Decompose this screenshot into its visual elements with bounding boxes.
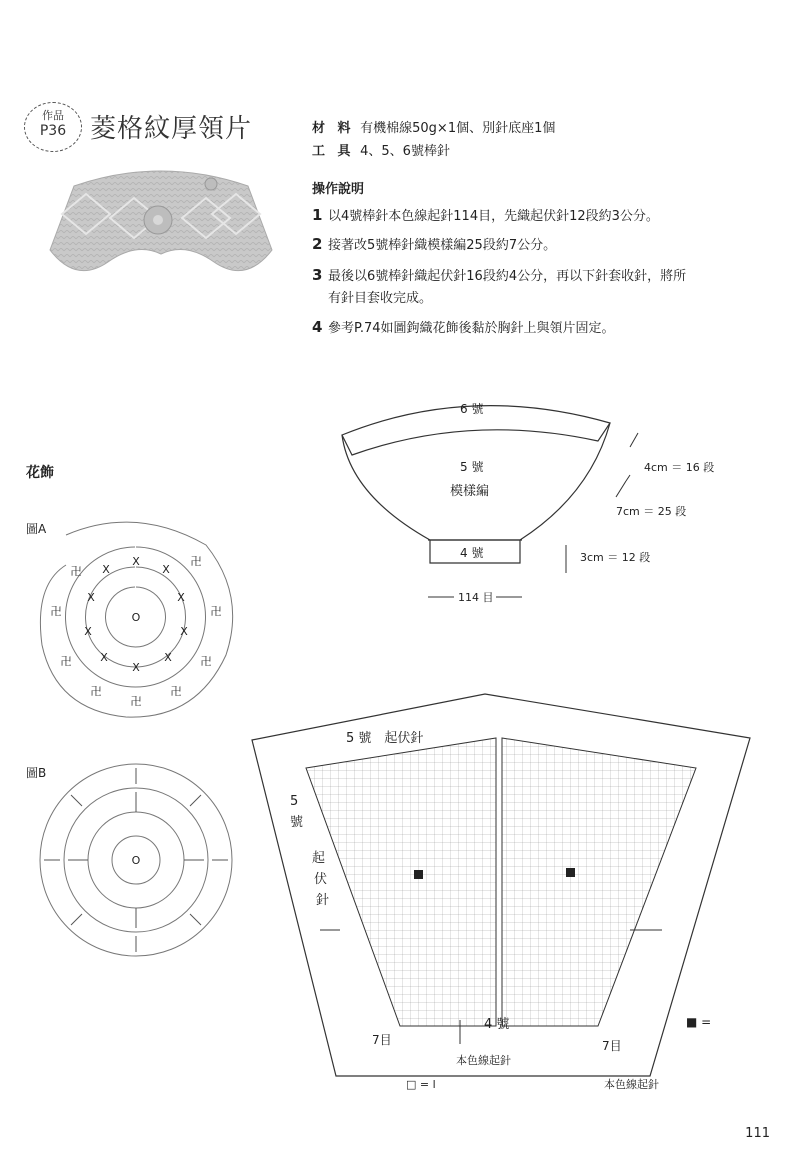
dim-mid: 7cm ＝ 25 段 <box>616 505 687 518</box>
schematic-mid-label2: 模樣編 <box>450 484 490 499</box>
svg-text:卍: 卍 <box>170 685 182 698</box>
chart-top-label: 5 號 起伏針 <box>346 731 424 746</box>
fig-a-label: 圖A <box>26 522 47 536</box>
tool-row <box>312 140 450 159</box>
badge-label: 作品 <box>42 109 64 122</box>
svg-text:卍: 卍 <box>210 605 222 618</box>
chart-side-label-1: 5 <box>290 794 299 809</box>
svg-text:X: X <box>87 591 95 604</box>
page-title: 菱格紋厚領片 <box>90 114 253 144</box>
instructions-heading: 操作說明 <box>312 182 365 197</box>
step-1 <box>312 204 659 228</box>
tool-value: 4、5、6號棒針 <box>360 144 450 159</box>
chart-left-rows: 7目 <box>372 1033 392 1047</box>
svg-text:卍: 卍 <box>60 655 72 668</box>
chart-side-label-4: 伏 <box>314 872 328 887</box>
flower-chart-b <box>36 760 246 960</box>
svg-text:X: X <box>164 651 172 664</box>
svg-text:卍: 卍 <box>190 555 202 568</box>
svg-text:X: X <box>84 625 92 638</box>
chart-side-label-3: 起 <box>312 851 326 866</box>
svg-text:X: X <box>162 563 170 576</box>
step-text: 最後以6號棒針織起伏針16段約4公分，再以下針套收針，將所 <box>328 269 687 284</box>
project-badge <box>24 102 82 152</box>
step-number: 4 <box>312 318 323 336</box>
step-2 <box>312 233 556 257</box>
svg-text:X: X <box>132 661 140 674</box>
svg-text:卍: 卍 <box>90 685 102 698</box>
svg-text:X: X <box>180 625 188 638</box>
flower-heading: 花飾 <box>26 465 54 481</box>
step-number: 2 <box>312 235 323 253</box>
chart-side-label-5: 針 <box>316 893 330 908</box>
schematic-mid-label: 5 號 <box>460 460 484 474</box>
step-number: 3 <box>312 266 323 284</box>
material-label: 材 料 <box>312 121 355 136</box>
step-text: 參考P.74如圖鉤織花飾後黏於胸針上與領片固定。 <box>328 321 615 336</box>
step-number: 1 <box>312 206 323 224</box>
svg-text:O: O <box>131 611 141 624</box>
svg-text:X: X <box>132 555 140 568</box>
schematic-top-label: 6 號 <box>460 402 484 416</box>
legend-square: □ = ⅼ <box>406 1078 436 1091</box>
svg-text:卍: 卍 <box>200 655 212 668</box>
chart-bottom-label: 4 號 <box>484 1017 510 1032</box>
svg-text:X: X <box>100 651 108 664</box>
step-text: 接著改5號棒針織模樣編25段約7公分。 <box>328 238 557 253</box>
svg-text:卍: 卍 <box>70 565 82 578</box>
fig-b-label: 圖B <box>26 766 47 780</box>
step-3 <box>312 264 686 310</box>
svg-text:X: X <box>177 591 185 604</box>
tool-label: 工 具 <box>312 144 355 159</box>
schematic-bottom-label: 4 號 <box>460 546 484 560</box>
material-row <box>312 117 555 136</box>
badge-page: P36 <box>39 122 67 139</box>
step-text-continued: 有針目套收完成。 <box>328 291 433 306</box>
chart-right-rows: 7目 <box>602 1039 622 1053</box>
step-4 <box>312 316 615 340</box>
material-value: 有機棉線50g×1個、別針底座1個 <box>360 121 556 136</box>
dim-bottom: 3cm ＝ 12 段 <box>580 551 651 564</box>
svg-text:X: X <box>102 563 110 576</box>
schematic-width: 114 目 <box>458 591 494 604</box>
svg-text:O: O <box>131 854 141 867</box>
chart-side-label-2: 號 <box>290 815 304 830</box>
knitting-chart <box>250 690 760 1100</box>
dim-top: 4cm ＝ 16 段 <box>644 461 715 474</box>
page-number: 111 <box>745 1126 770 1141</box>
collar-photo <box>46 158 276 293</box>
svg-text:卍: 卍 <box>50 605 62 618</box>
collar-schematic <box>330 385 730 615</box>
flower-chart-a <box>36 505 246 730</box>
cast-on-center: 本色線起針 <box>456 1054 511 1067</box>
cast-on-right: 本色線起針 <box>604 1078 659 1091</box>
step-text: 以4號棒針本色線起針114目，先織起伏針12段約3公分。 <box>328 209 659 224</box>
legend-black: ■ = <box>686 1015 712 1029</box>
svg-text:卍: 卍 <box>130 695 142 708</box>
